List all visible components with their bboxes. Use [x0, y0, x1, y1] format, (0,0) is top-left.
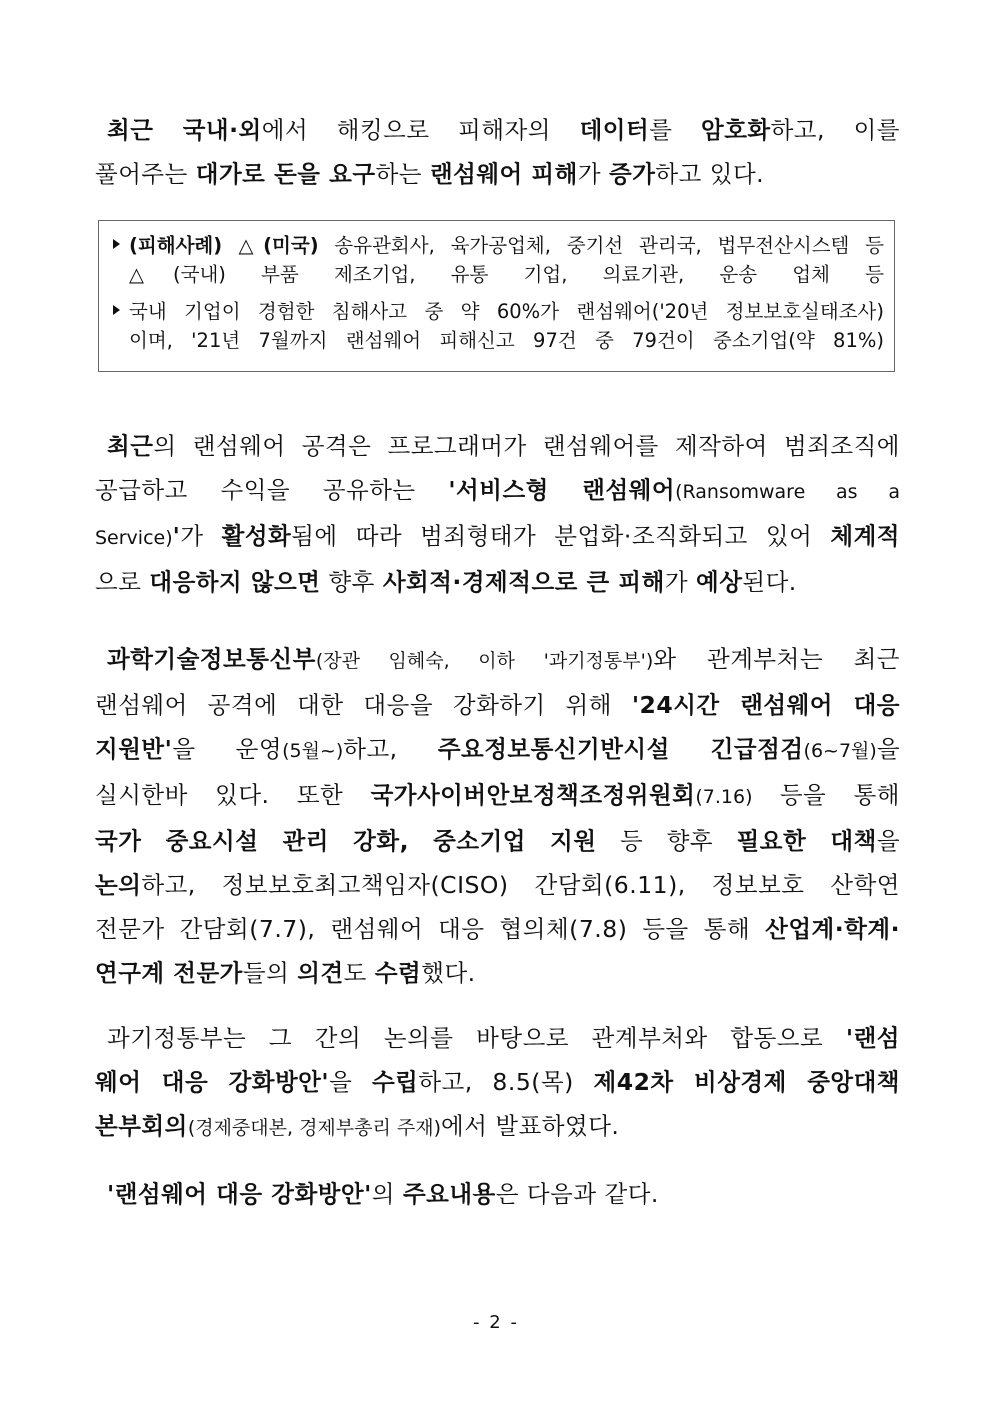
small-text: Service) [95, 527, 173, 549]
bold-text: 예상 [696, 568, 743, 596]
bold-text: 지원반' [95, 735, 173, 763]
info-box-item-1-line-2: △(국내) 부품 제조기업, 유통 기업, 의료기관, 운송 업체 등 [129, 263, 884, 286]
bold-text: 대가로 돈을 요구 [195, 160, 376, 188]
bold-text: ' [172, 522, 181, 550]
bold-text: 필요한 대책 [736, 827, 877, 855]
bold-text: 체계적 [830, 522, 900, 550]
paragraph-4 [95, 1016, 900, 1150]
paragraph-3 [95, 637, 900, 995]
bold-text: 활성화 [221, 522, 292, 550]
text: 된다. [742, 568, 797, 596]
small-text: (7.16) [695, 786, 753, 808]
text: 가 [180, 522, 222, 550]
text: 들의 [242, 959, 298, 987]
paragraph-1-line-1 [95, 108, 900, 152]
text: 하고, 8.5(목) [418, 1068, 594, 1096]
paragraph-3-line-4 [95, 773, 900, 819]
paragraph-4-line-1 [95, 1016, 900, 1060]
paragraph-2-line-2 [95, 468, 900, 514]
paragraph-1 [95, 108, 900, 196]
small-text: (6~7월) [803, 740, 877, 762]
text: 했다. [421, 959, 476, 987]
text: 송유관회사, 육가공업체, 중기선 관리국, 법무전산시스템 등 [318, 234, 884, 257]
paragraph-2-line-4 [95, 560, 900, 604]
text: 은 다음과 같다. [495, 1180, 659, 1208]
text: 의 [371, 1180, 403, 1208]
bold-text: 논의 [95, 871, 142, 899]
text: 를 [649, 116, 701, 144]
bold-text: 국가 중요시설 관리 강화, 중소기업 지원 [95, 827, 597, 855]
small-text: (장관 임혜숙, 이하 '과기정통부') [315, 650, 654, 672]
text: 으로 [95, 568, 150, 596]
paragraph-5-line-1 [95, 1172, 900, 1216]
info-box [98, 220, 895, 372]
bold-text: 랜섬웨어 피해 [429, 160, 578, 188]
triangle-bullet-icon [113, 305, 120, 315]
paragraph-1-line-2 [95, 152, 900, 196]
text: 풀어주는 [95, 160, 196, 188]
text: 등 향후 [596, 827, 737, 855]
bold-text: 의견 [297, 959, 344, 987]
info-box-item-2 [113, 297, 884, 355]
bold-text: '24시간 랜섬웨어 대응 [631, 691, 900, 719]
paragraph-2-line-1 [95, 424, 900, 468]
bold-text: 주요내용 [402, 1180, 496, 1208]
bold-text: 암호화 [701, 116, 771, 144]
text: 와 관계부처는 최근 [653, 645, 900, 673]
paragraph-4-line-3 [95, 1104, 900, 1150]
text: 하고, 이를 [770, 116, 900, 144]
bold-text: 웨어 대응 강화방안' [95, 1068, 330, 1096]
bold-text: 최근 국내·외 [107, 116, 262, 144]
bold-text: '랜섬웨어 대응 강화방안' [107, 1180, 372, 1208]
bold-text: 주요정보통신기반시설 긴급점검 [437, 735, 804, 763]
text: 을 [876, 827, 900, 855]
small-text: (경제중대본, 경제부총리 주재) [187, 1117, 442, 1139]
paragraph-2 [95, 424, 900, 604]
bold-text: (피해사례) △(미국) [129, 234, 319, 257]
text: 됨에 따라 범죄형태가 분업화·조직화되고 있어 [291, 522, 831, 550]
text: 을 [329, 1068, 372, 1096]
text: 도 [343, 959, 375, 987]
bold-text: 데이터 [579, 116, 650, 144]
bold-text: 대응하지 않으면 [149, 568, 321, 596]
info-box-item-2-line-2: 이며, '21년 7월까지 랜섬웨어 피해신고 97건 중 79건이 중소기업(약 81%) [129, 329, 884, 352]
page-number: - 2 - [473, 1312, 519, 1333]
bold-text: 연구계 전문가 [95, 959, 243, 987]
text: 과기정통부는 그 간의 논의를 바탕으로 관계부처와 합동으로 [107, 1024, 846, 1052]
info-box-item-2-line-1: 국내 기업이 경험한 침해사고 중 약 60%가 랜섬웨어('20년 정보보호실태조사) [129, 300, 884, 323]
text: 에서 해킹으로 피해자의 [261, 116, 580, 144]
paragraph-3-line-7 [95, 907, 900, 951]
text: 하고, [343, 735, 438, 763]
triangle-bullet-icon [113, 239, 120, 249]
bold-text: '서비스형 랜섬웨어 [448, 476, 676, 504]
text: 전문가 간담회(7.7), 랜섬웨어 대응 협의체(7.8) 등을 통해 [95, 915, 766, 943]
text: 을 운영 [172, 735, 283, 763]
text: 하고 있다. [655, 160, 765, 188]
bold-text: '랜섬 [845, 1024, 900, 1052]
info-box-item-1-line-1 [129, 231, 884, 260]
paragraph-3-line-3 [95, 727, 900, 773]
bold-text: 국가사이버안보정책조정위원회 [370, 781, 696, 809]
paragraph-3-line-2 [95, 683, 900, 727]
bold-text: 최근 [107, 432, 154, 460]
bold-text: 산업계·학계· [765, 915, 900, 943]
text: 공급하고 수익을 공유하는 [95, 476, 449, 504]
paragraph-3-line-8 [95, 951, 900, 995]
text: 랜섬웨어 공격에 대한 대응을 강화하기 위해 [95, 691, 632, 719]
text: 하고, 정보보호최고책임자(CISO) 간담회(6.11), 정보보호 산학연 [141, 871, 900, 899]
text: 등을 통해 [752, 781, 900, 809]
text: 하는 [375, 160, 430, 188]
paragraph-3-line-1 [95, 637, 900, 683]
text: 을 [876, 735, 900, 763]
bold-text: 제42차 비상경제 중앙대책 [593, 1068, 900, 1096]
info-box-item-1 [113, 231, 884, 289]
paragraph-3-line-5 [95, 819, 900, 863]
bold-text: 증가 [609, 160, 656, 188]
paragraph-2-line-3 [95, 514, 900, 560]
text: 가 [664, 568, 696, 596]
text: 의 랜섬웨어 공격은 프로그래머가 랜섬웨어를 제작하여 범죄조직에 [153, 432, 900, 460]
bold-text: 수립 [371, 1068, 419, 1096]
text: 가 [577, 160, 609, 188]
text: 실시한바 있다. 또한 [95, 781, 371, 809]
bold-text: 사회적·경제적으로 큰 피해 [382, 568, 665, 596]
bold-text: 수렴 [374, 959, 422, 987]
small-text: (5월~) [282, 740, 344, 762]
bold-text: 본부회의 [95, 1112, 188, 1140]
paragraph-4-line-2 [95, 1060, 900, 1104]
text: 향후 [320, 568, 383, 596]
text: 에서 발표하였다. [441, 1112, 620, 1140]
bold-text: 과학기술정보통신부 [107, 645, 316, 673]
paragraph-3-line-6 [95, 863, 900, 907]
paragraph-5 [95, 1172, 900, 1216]
small-text: (Ransomware as a [675, 481, 900, 503]
